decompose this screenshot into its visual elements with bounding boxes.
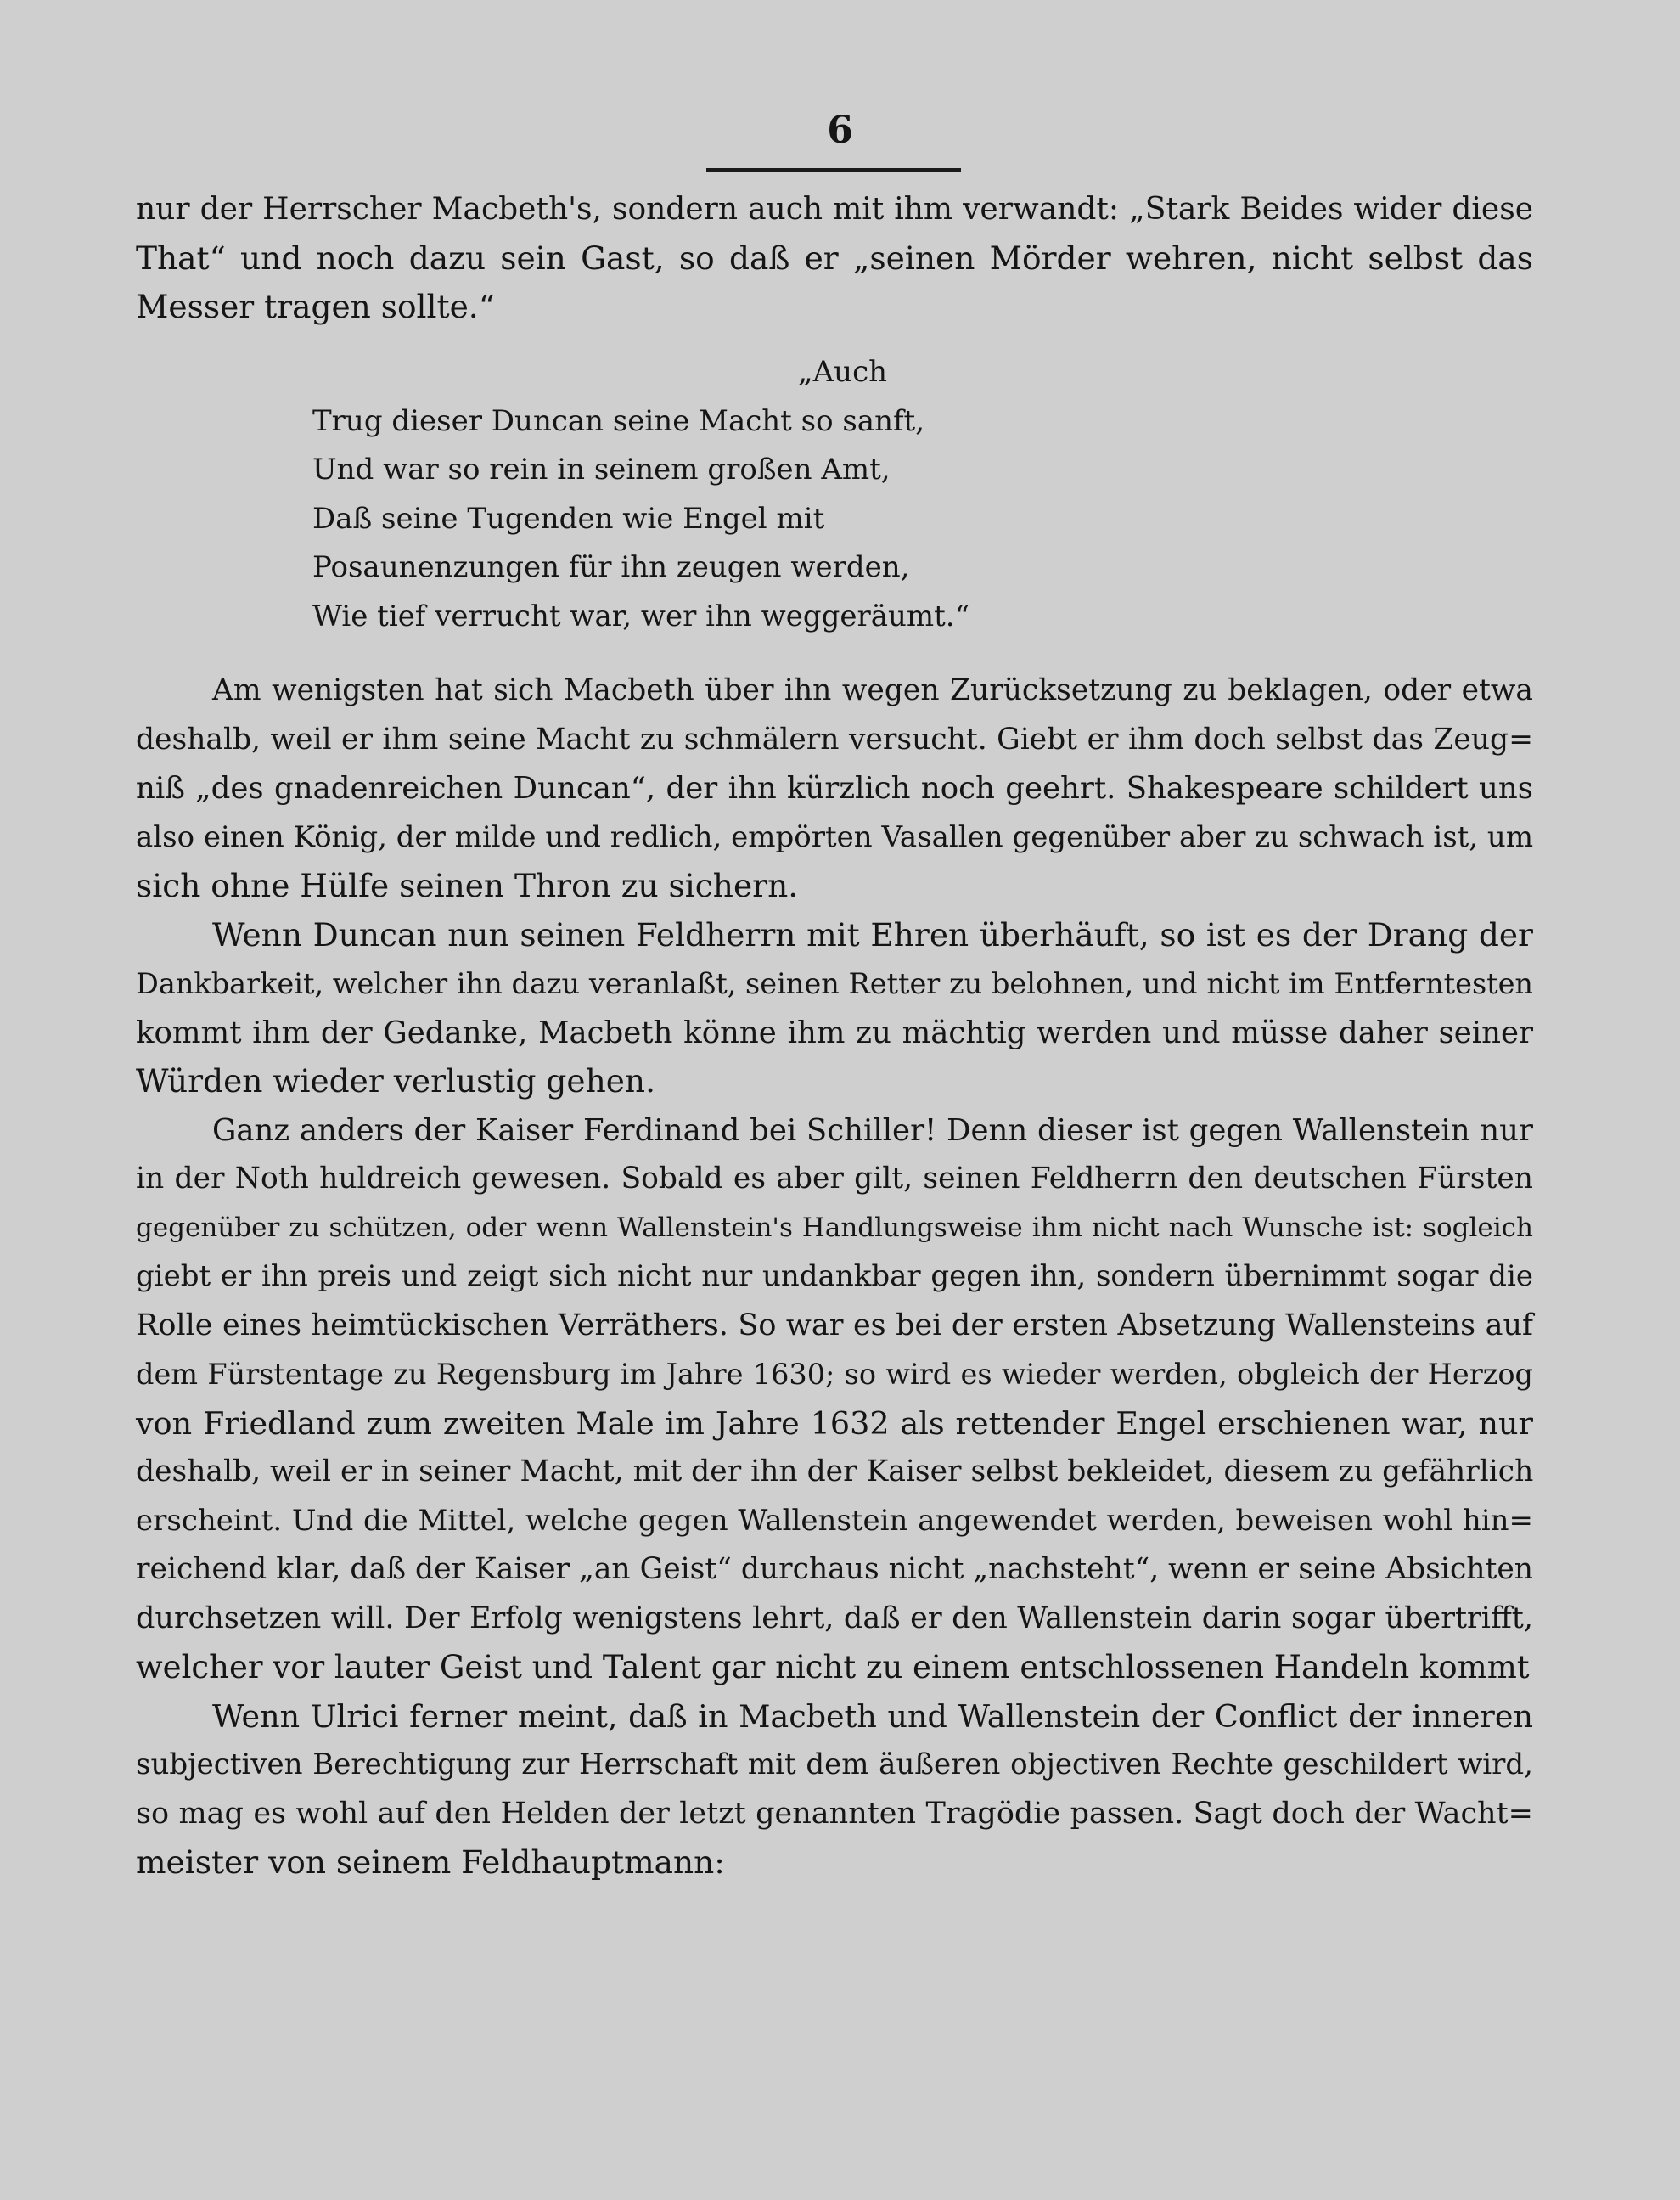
text-line: Ganz anders der Kaiser Ferdinand bei Schiller! Denn dieser ist gegen Wallenstein nur bbox=[212, 1112, 1533, 1148]
text-line: dem Fürstentage zu Regensburg im Jahre 1630; so wird es wieder werden, obgleich der Herzog bbox=[136, 1358, 1533, 1391]
text-line: Wenn Ulrici ferner meint, daß in Macbeth und Wallenstein der Conflict der inneren bbox=[212, 1697, 1533, 1735]
text-line: Messer tragen sollte.“ bbox=[136, 288, 495, 325]
main-text bbox=[136, 667, 1533, 1888]
text-line: sich ohne Hülfe seinen Thron zu sichern. bbox=[136, 867, 799, 904]
text-line: durchsetzen will. Der Erfolg wenigstens lehrt, daß er den Wallenstein darin sogar übertrifft, bbox=[136, 1601, 1533, 1635]
paragraph bbox=[136, 911, 1533, 1106]
text-line: Wenn Duncan nun seinen Feldherrn mit Ehren überhäuft, so ist es der Drang der bbox=[212, 915, 1533, 954]
text-line: Dankbarkeit, welcher ihn dazu veranlaßt, seinen Retter zu belohnen, und nicht im Entferntesten bbox=[136, 967, 1533, 1000]
verse-line: Posaunenzungen für ihn zeugen werden, bbox=[312, 550, 910, 584]
text-line: also einen König, der milde und redlich, empörten Vasallen gegenüber aber zu schwach ist, um bbox=[136, 819, 1534, 854]
text-line: in der Noth huldreich gewesen. Sobald es aber gilt, seinen Feldherrn den deutschen Fürsten bbox=[136, 1162, 1533, 1196]
text-line: gegenüber zu schützen, oder wenn Wallenstein's Handlungsweise ihm nicht nach Wunsche ist: sogleich bbox=[136, 1212, 1533, 1243]
header-rule bbox=[706, 168, 961, 172]
verse-line: Und war so rein in seinem großen Amt, bbox=[312, 453, 891, 487]
paragraph bbox=[136, 1106, 1533, 1692]
text-line: meister von seinem Feldhauptmann: bbox=[136, 1843, 725, 1881]
verse-line: Daß seine Tugenden wie Engel mit bbox=[312, 501, 825, 536]
text-line: giebt er ihn preis und zeigt sich nicht nur undankbar gegen ihn, sondern übernimmt sogar die bbox=[136, 1259, 1533, 1293]
text-line: subjectiven Berechtigung zur Herrschaft mit dem äußeren objectiven Rechte geschildert wird, bbox=[136, 1747, 1533, 1781]
text-line: Am wenigsten hat sich Macbeth über ihn wegen Zurücksetzung zu beklagen, oder etwa bbox=[212, 673, 1533, 707]
intro-text bbox=[136, 185, 1533, 332]
verse-quote bbox=[312, 348, 969, 641]
verse-line: Trug dieser Duncan seine Macht so sanft, bbox=[312, 403, 925, 438]
text-line: Rolle eines heimtückischen Verräthers. So war es bei der ersten Absetzung Wallensteins auf bbox=[136, 1308, 1533, 1342]
text-line: deshalb, weil er ihm seine Macht zu schmälern versucht. Giebt er ihm doch selbst das Zeug= bbox=[136, 722, 1533, 757]
text-line: erscheint. Und die Mittel, welche gegen Wallenstein angewendet werden, beweisen wohl hin= bbox=[136, 1503, 1533, 1538]
text-line: reichend klar, daß der Kaiser „an Geist“ durchaus nicht „nachsteht“, wenn er seine Absichten bbox=[136, 1552, 1533, 1586]
text-line: welcher vor lauter Geist und Talent gar nicht zu einem entschlossenen Handeln kommt bbox=[136, 1649, 1530, 1685]
paragraph bbox=[136, 667, 1533, 911]
verse-line: Wie tief verrucht war, wer ihn weggeräumt.“ bbox=[312, 599, 969, 633]
text-line: niß „des gnadenreichen Duncan“, der ihn kürzlich noch geehrt. Shakespeare schildert uns bbox=[136, 771, 1533, 806]
verse-line: „Auch bbox=[798, 355, 888, 389]
text-line: so mag es wohl auf den Helden der letzt genannten Tragödie passen. Sagt doch der Wacht= bbox=[136, 1796, 1533, 1831]
text-line: Würden wieder verlustig gehen. bbox=[136, 1062, 655, 1100]
paragraph bbox=[136, 1692, 1533, 1888]
text-line: deshalb, weil er in seiner Macht, mit der ihn der Kaiser selbst bekleidet, diesem zu gefährlich bbox=[136, 1454, 1534, 1488]
page-number: 6 bbox=[827, 109, 853, 152]
text-line: nur der Herrscher Macbeth's, sondern auch mit ihm verwandt: „Stark Beides wider diese bbox=[136, 192, 1533, 227]
text-line: That“ und noch dazu sein Gast, so daß er „seinen Mörder wehren, nicht selbst das bbox=[136, 239, 1533, 277]
text-line: von Friedland zum zweiten Male im Jahre 1632 als rettender Engel erschienen war, nur bbox=[136, 1404, 1533, 1442]
text-line: kommt ihm der Gedanke, Macbeth könne ihm zu mächtig werden und müsse daher seiner bbox=[136, 1015, 1533, 1050]
